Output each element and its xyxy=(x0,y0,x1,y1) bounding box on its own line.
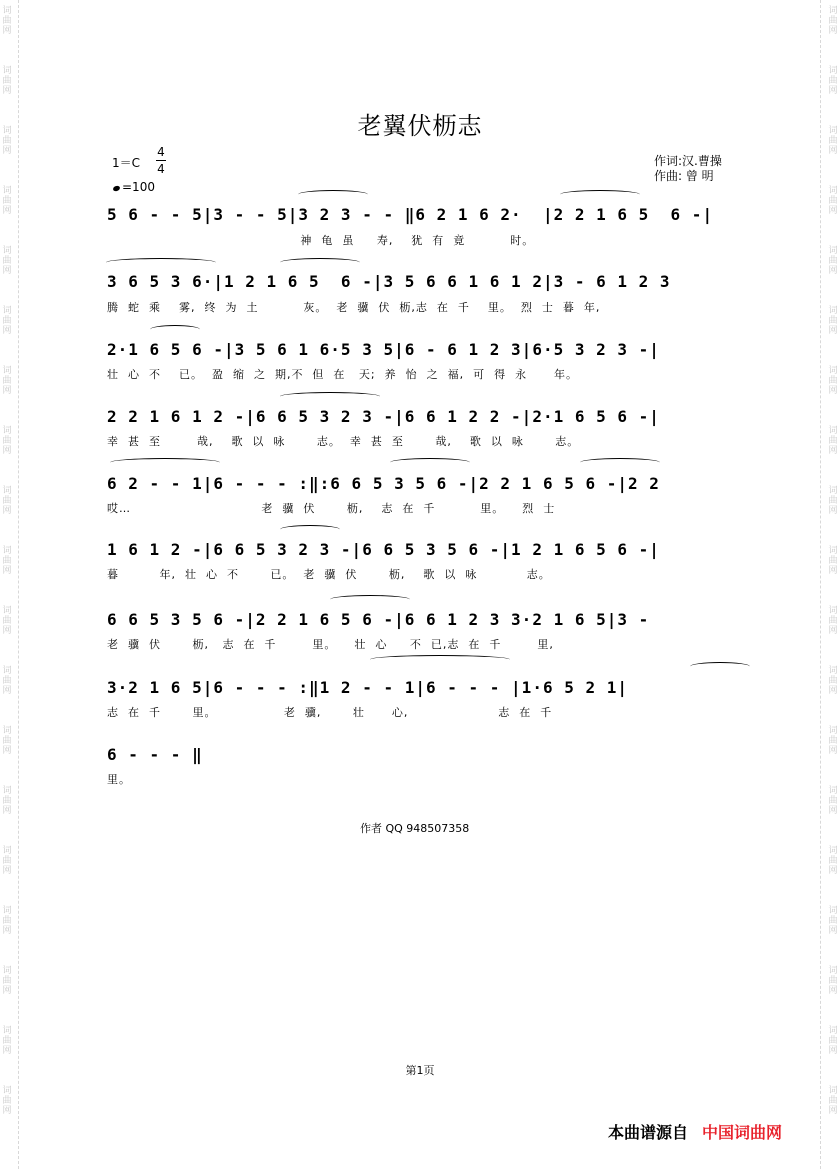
slur-mark xyxy=(390,458,470,467)
lyric-line: 腾 蛇 乘 雾, 终 为 土 灰。 老 骥 伏 枥,志 在 千 里。 烈 士 暮 年, xyxy=(107,301,601,314)
watermark: 词曲网 xyxy=(828,666,838,696)
watermark: 词曲网 xyxy=(2,6,12,36)
lyric-line: 哎… 老 骥 伏 枥, 志 在 千 里。 烈 士 xyxy=(107,502,556,515)
watermark: 词曲网 xyxy=(2,546,12,576)
watermark: 词曲网 xyxy=(828,546,838,576)
watermark: 词曲网 xyxy=(2,1086,12,1116)
slur-mark xyxy=(280,392,380,401)
slur-mark xyxy=(298,190,368,199)
watermark: 词曲网 xyxy=(2,486,12,516)
watermark: 词曲网 xyxy=(2,1026,12,1056)
right-watermark-strip xyxy=(826,0,840,1169)
watermark: 词曲网 xyxy=(828,486,838,516)
watermark: 词曲网 xyxy=(828,426,838,456)
author-qq: 作者 QQ 948507358 xyxy=(360,822,470,835)
slur-mark xyxy=(280,525,340,534)
notation-line: 1 6 1 2 -|6 6 5 3 2 3 -|6 6 5 3 5 6 -|1 2 1 6 5 6 -| xyxy=(107,540,660,559)
time-signature-top: 4 xyxy=(157,145,165,159)
watermark: 词曲网 xyxy=(2,726,12,756)
watermark: 词曲网 xyxy=(2,246,12,276)
notation-line: 6 - - - ‖ xyxy=(107,745,203,764)
page-number: 第1页 xyxy=(405,1064,435,1077)
watermark: 词曲网 xyxy=(828,1026,838,1056)
time-signature xyxy=(156,145,166,176)
notation-line: 2 2 1 6 1 2 -|6 6 5 3 2 3 -|6 6 1 2 2 -|2·1 6 5 6 -| xyxy=(107,407,660,426)
right-margin-line xyxy=(820,0,821,1169)
source-prefix: 本曲谱源自 xyxy=(608,1123,689,1142)
watermark: 词曲网 xyxy=(828,786,838,816)
lyric-line: 里。 xyxy=(107,773,131,786)
slur-mark xyxy=(280,258,360,267)
watermark: 词曲网 xyxy=(828,606,838,636)
time-signature-bottom: 4 xyxy=(157,162,165,176)
watermark: 词曲网 xyxy=(2,366,12,396)
notation-line: 3·2 1 6 5|6 - - - :‖1 2 - - 1|6 - - - |1·6 5 2 1| xyxy=(107,678,629,697)
watermark: 词曲网 xyxy=(2,966,12,996)
watermark: 词曲网 xyxy=(828,6,838,36)
watermark: 词曲网 xyxy=(2,786,12,816)
composer: 作曲: 曾 明 xyxy=(654,169,714,183)
time-signature-divider xyxy=(156,160,166,161)
watermark: 词曲网 xyxy=(828,1086,838,1116)
slur-mark xyxy=(150,325,200,334)
score-title: 老翼伏枥志 xyxy=(357,112,483,140)
watermark: 词曲网 xyxy=(2,906,12,936)
watermark: 词曲网 xyxy=(828,726,838,756)
credits xyxy=(654,154,722,184)
notation-line: 6 6 5 3 5 6 -|2 2 1 6 5 6 -|6 6 1 2 3 3·2 1 6 5|3 - xyxy=(107,610,650,629)
notation-line: 6 2 - - 1|6 - - - :‖:6 6 5 3 5 6 -|2 2 1 6 5 6 -|2 2 xyxy=(107,474,660,493)
tempo-marking xyxy=(113,180,155,194)
key-signature: 1＝C xyxy=(112,156,141,170)
slur-mark xyxy=(370,655,510,664)
slur-mark xyxy=(106,258,216,267)
left-watermark-strip xyxy=(0,0,14,1169)
watermark: 词曲网 xyxy=(828,366,838,396)
notation-line: 5 6 - - 5|3 - - 5|3 2 3 - - ‖6 2 1 6 2· |2 2 1 6 5 6 -| xyxy=(107,205,714,224)
lyric-line: 壮 心 不 已。 盈 缩 之 期,不 但 在 天; 养 怡 之 福, 可 得 永 年。 xyxy=(107,368,579,381)
slur-mark xyxy=(330,595,410,604)
quarter-note-icon xyxy=(112,185,120,192)
watermark: 词曲网 xyxy=(828,126,838,156)
lyric-line: 神 龟 虽 寿, 犹 有 竟 时。 xyxy=(107,234,535,247)
lyric-line: 老 骥 伏 枥, 志 在 千 里。 壮 心 不 已,志 在 千 里, xyxy=(107,638,554,651)
watermark: 词曲网 xyxy=(828,66,838,96)
watermark: 词曲网 xyxy=(2,846,12,876)
slur-mark xyxy=(560,190,640,199)
tempo-value: =100 xyxy=(122,180,155,194)
lyric-line: 幸 甚 至 哉, 歌 以 咏 志。 幸 甚 至 哉, 歌 以 咏 志。 xyxy=(107,435,580,448)
watermark: 词曲网 xyxy=(828,186,838,216)
lyric-line: 志 在 千 里。 老 骥, 壮 心, 志 在 千 xyxy=(107,706,553,719)
lyric-line: 暮 年, 壮 心 不 已。 老 骥 伏 枥, 歌 以 咏 志。 xyxy=(107,568,551,581)
watermark: 词曲网 xyxy=(2,426,12,456)
lyricist: 作词:汉.曹操 xyxy=(654,154,722,168)
notation-line: 3 6 5 3 6·|1 2 1 6 5 6 -|3 5 6 6 1 6 1 2|3 - 6 1 2 3 xyxy=(107,272,671,291)
watermark: 词曲网 xyxy=(828,906,838,936)
slur-mark xyxy=(580,458,660,467)
slur-mark xyxy=(690,662,750,671)
watermark: 词曲网 xyxy=(828,246,838,276)
watermark: 词曲网 xyxy=(828,846,838,876)
source-brand-link[interactable]: 中国词曲网 xyxy=(702,1123,783,1142)
watermark: 词曲网 xyxy=(2,306,12,336)
slur-mark xyxy=(110,458,220,467)
watermark: 词曲网 xyxy=(828,306,838,336)
watermark: 词曲网 xyxy=(2,126,12,156)
notation-line: 2·1 6 5 6 -|3 5 6 1 6·5 3 5|6 - 6 1 2 3|6·5 3 2 3 -| xyxy=(107,340,660,359)
source-credit xyxy=(608,1120,782,1143)
watermark: 词曲网 xyxy=(2,186,12,216)
watermark: 词曲网 xyxy=(2,666,12,696)
watermark: 词曲网 xyxy=(2,66,12,96)
watermark: 词曲网 xyxy=(2,606,12,636)
left-margin-line xyxy=(18,0,19,1169)
watermark: 词曲网 xyxy=(828,966,838,996)
